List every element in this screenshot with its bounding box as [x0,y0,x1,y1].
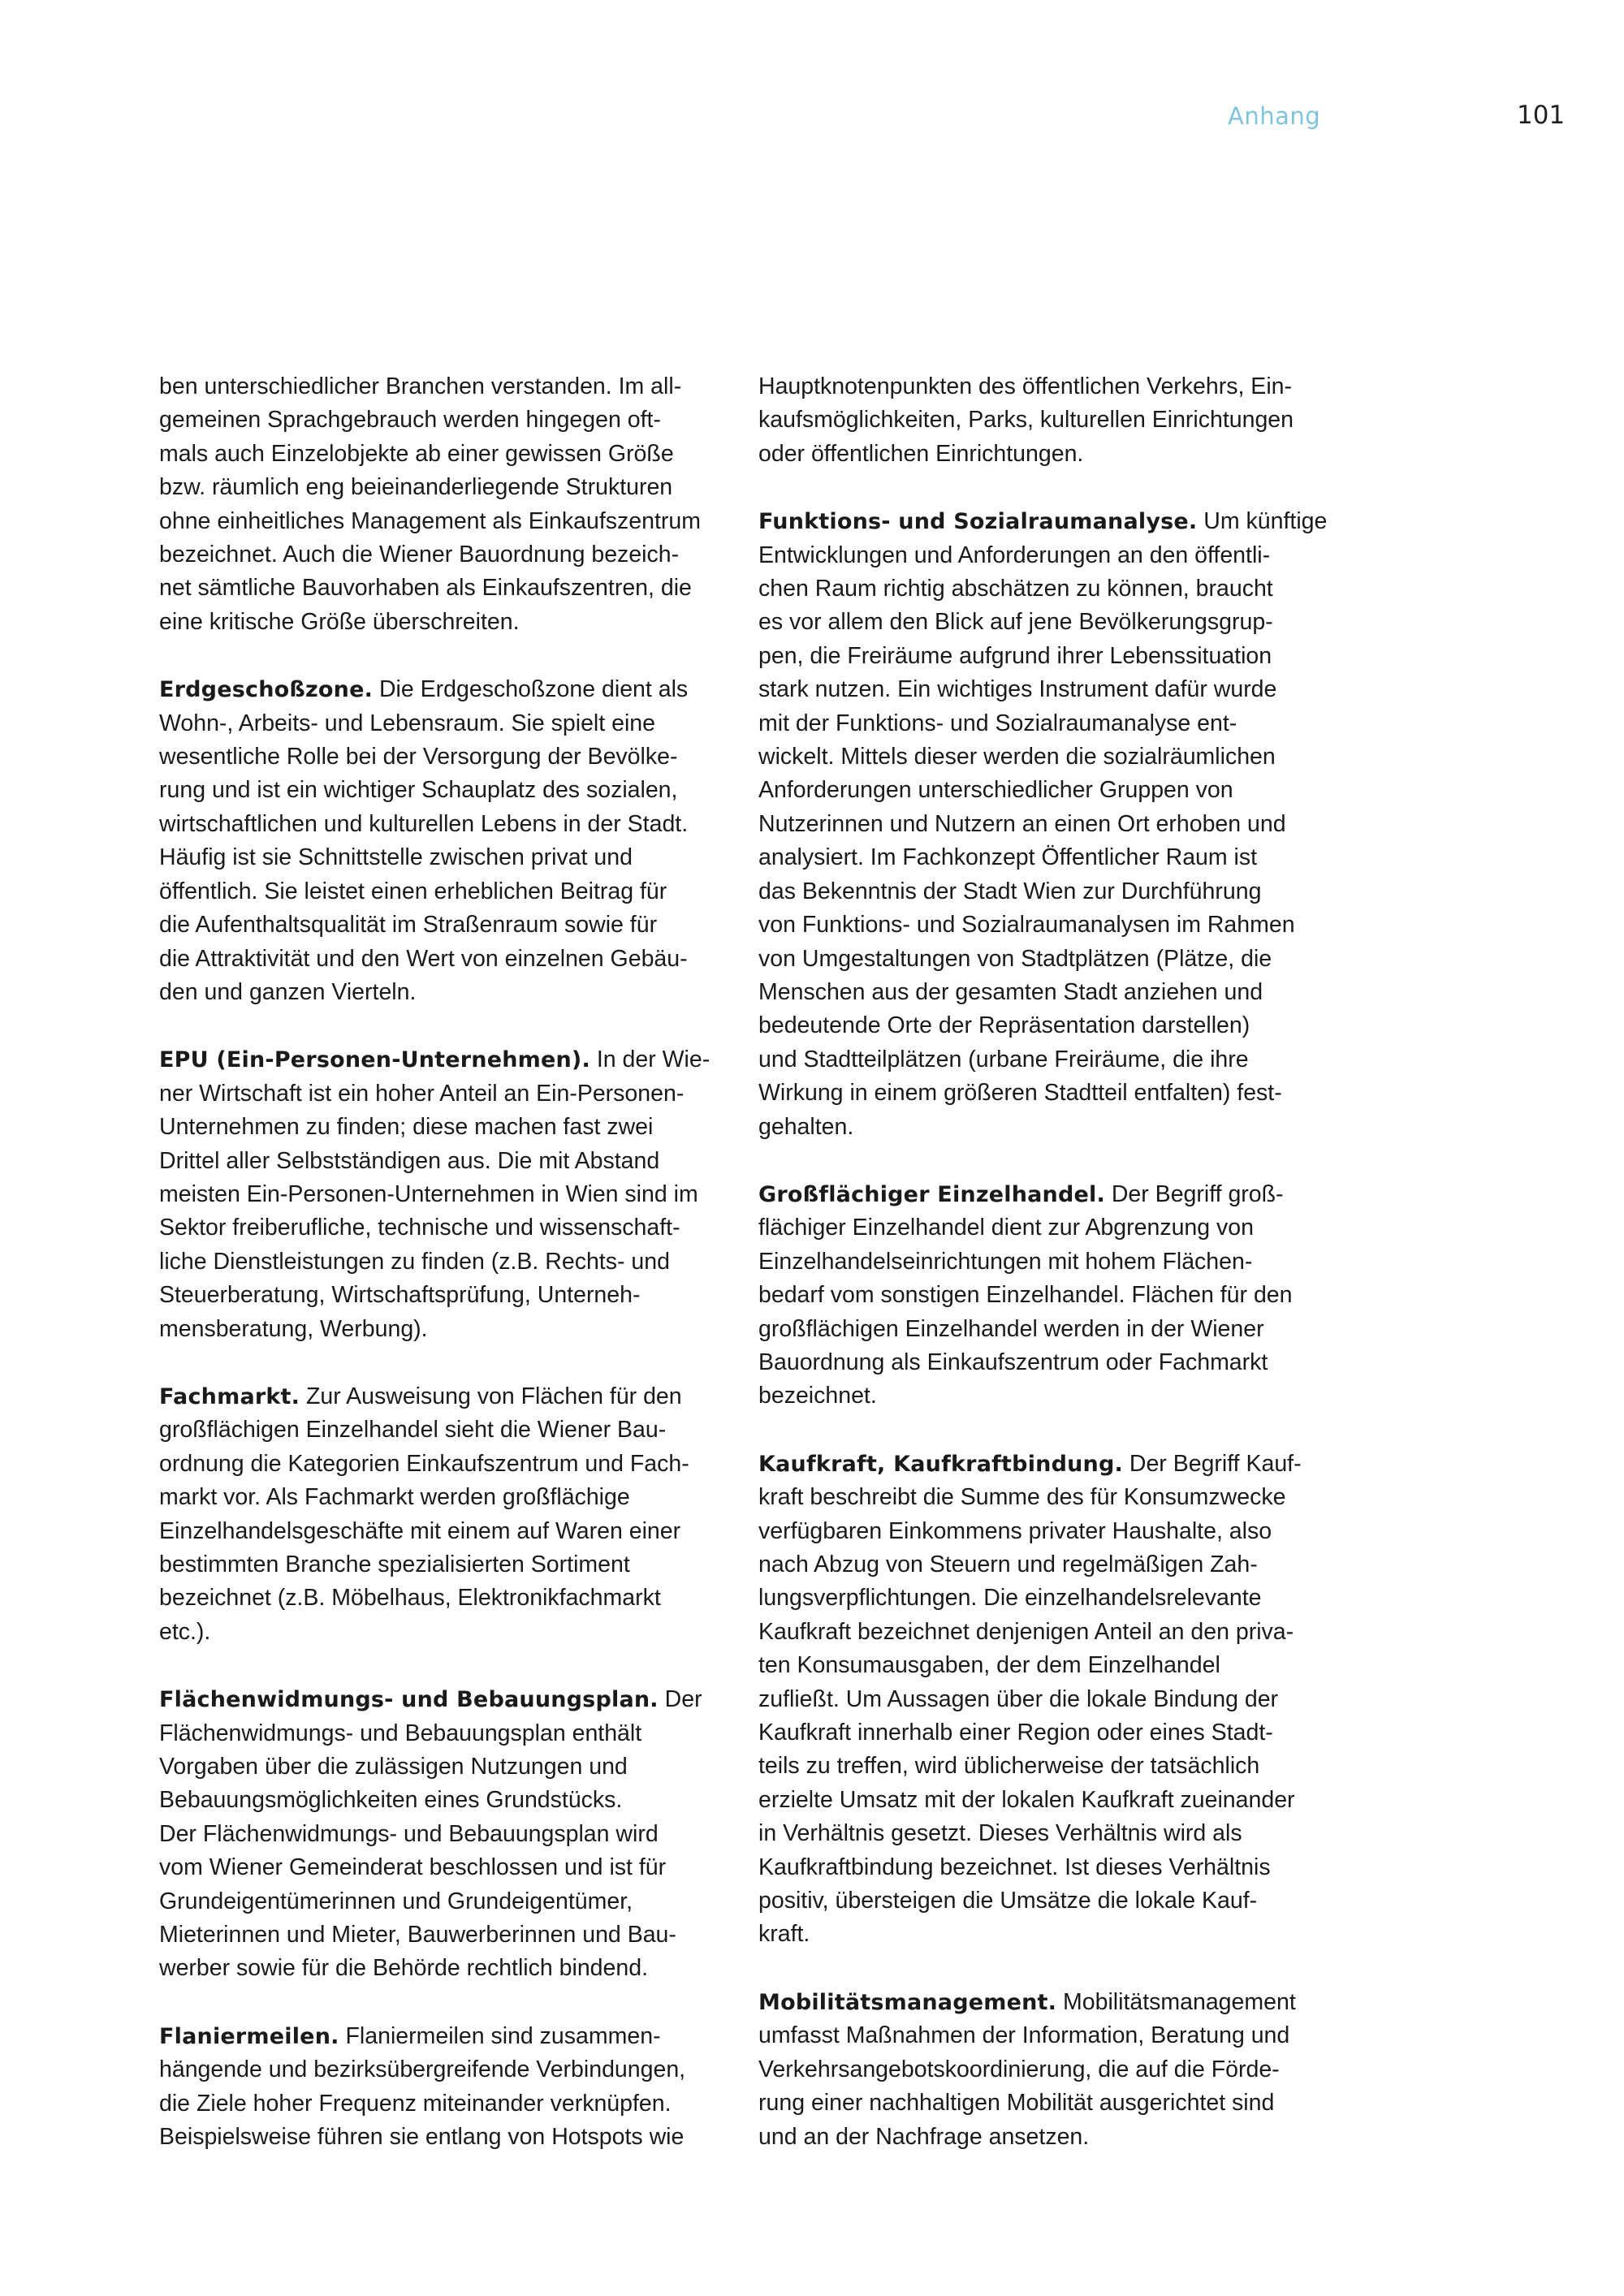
glossary-entry-sozialraumanalyse [758,505,1348,1144]
glossary-entry-erdgeschosszone [159,673,749,1009]
glossary-definition: Die Erdgeschoßzone dient als Wohn-, Arbeits- und Lebensraum. Sie spielt eine wesentliche Rolle bei der Versorgung der Bevölke- rung und ist ein wichtiger Schauplatz des sozialen, wirtschaftlichen und kulturellen Lebens in der Stadt. Häufig ist sie Schnittstelle zwischen privat und öffentlich. Sie leistet einen erheblichen Beitrag für die Aufenthaltsqualität im Straßenraum sowie für die Attraktivität und den Wert von einzelnen Gebäu- den und ganzen Vierteln. [159,676,689,1005]
glossary-term: Flächenwidmungs- und Bebauungsplan. [159,1687,659,1713]
glossary-definition: Der Flächenwidmungs- und Bebauungsplan enthält Vorgaben über die zulässigen Nutzungen und Bebauungsmöglichkeiten eines Grundstücks. Der Flächenwidmungs- und Bebauungsplan wird vom Wiener Gemeinderat beschlossen und ist für Grundeigentümerinnen und Grundeigentümer, Mieterinnen und Mieter, Bauwerberinnen und Bau- werber sowie für die Behörde rechtlich bindend. [159,1686,702,1982]
glossary-definition: Der Begriff groß- flächiger Einzelhandel dient zur Abgrenzung von Einzelhandelseinrichtungen mit hohem Flächen- bedarf vom sonstigen Einzelhandel. Flächen für den großflächigen Einzelhandel werden in der Wiener Bauordnung als Einkaufszentrum oder Fachmarkt bezeichnet. [758,1180,1293,1409]
glossary-term: Fachmarkt. [159,1383,300,1409]
running-header-section: Anhang [1228,102,1321,130]
continued-paragraph: ben unterschiedlicher Branchen verstanden. Im all- gemeinen Sprachgebrauch werden hingegen oft- mals auch Einzelobjekte ab einer gewissen Größe bzw. räumlich eng beieinanderliegende Strukturen ohne einheitliches Management als Einkaufszentrum bezeichnet. Auch die Wiener Bauordnung bezeich- net sämtliche Bauvorhaben als Einkaufszentren, die eine kritische Größe überschreiten. [159,373,701,635]
glossary-definition: Der Begriff Kauf- kraft beschreibt die Summe des für Konsumzwecke verfügbaren Einkommens privater Haushalte, also nach Abzug von Steuern und regelmäßigen Zah- lungsverpflichtungen. Die einzelhandelsrelevante Kaufkraft bezeichnet denjenigen Anteil an den priva- ten Konsumausgaben, der dem Einzelhandel zufließt. Um Aussagen über die lokale Bindung der Kaufkraft innerhalb einer Region oder eines Stadt- teils zu treffen, wird üblicherweise der tatsächlich erzielte Umsatz mit der lokalen Kaufkraft zueinander in Verhältnis gesetzt. Dieses Verhältnis wird als Kaufkraftbindung bezeichnet. Ist dieses Verhältnis positiv, übersteigen die Umsätze die lokale Kauf- kraft. [758,1450,1302,1948]
glossary-term: EPU (Ein-Personen-Unternehmen). [159,1047,590,1073]
glossary-definition: Mobilitätsmanagement umfasst Maßnahmen der Information, Beratung und Verkehrsangebotskoordinierung, die auf die Förde- rung einer nachhaltigen Mobilität ausgerichtet sind und an der Nachfrage ansetzen. [758,1988,1296,2150]
glossary-term: Funktions- und Sozialraumanalyse. [758,509,1198,535]
glossary-entry-fachmarkt [159,1380,749,1649]
glossary-definition: Um künftige Entwicklungen und Anforderungen an den öffentli- chen Raum richtig abschätzen zu können, braucht es vor allem den Blick auf jene Bevölkerungsgrup- pen, die Freiräume aufgrund ihrer Lebenssituation stark nutzen. Ein wichtiges Instrument dafür wurde mit der Funktions- und Sozialraumanalyse ent- wickelt. Mittels dieser werden die sozialräumlichen Anforderungen unterschiedlicher Gruppen von Nutzerinnen und Nutzern an einen Ort erhoben und analysiert. Im Fachkonzept Öffentlicher Raum ist das Bekenntnis der Stadt Wien zur Durchführung von Funktions- und Sozialraumanalysen im Rahmen von Umgestaltungen von Stadtplätzen (Plätze, die Menschen aus der gesamten Stadt anziehen und bedeutende Orte der Repräsentation darstellen) und Stadtteilplätzen (urbane Freiräume, die ihre Wirkung in einem größeren Stadtteil entfalten) fest- gehalten. [758,508,1328,1140]
glossary-definition: In der Wie- ner Wirtschaft ist ein hoher Anteil an Ein-Personen- Unternehmen zu finden; diese machen fast zwei Drittel aller Selbstständigen aus. Die mit Abstand meisten Ein-Personen-Unternehmen in Wien sind im Sektor freiberufliche, technische und wissenschaft- liche Dienstleistungen zu finden (z.B. Rechts- und Steuerberatung, Wirtschaftsprüfung, Unterneh- mensberatung, Werbung). [159,1047,710,1342]
glossary-term: Flaniermeilen. [159,2023,339,2049]
glossary-entry-flaniermeilen [159,2020,749,2155]
glossary-entry-kaufkraft [758,1448,1348,1952]
continued-paragraph: Hauptknotenpunkten des öffentlichen Verkehrs, Ein- kaufsmöglichkeiten, Parks, kulturellen Einrichtungen oder öffentlichen Einrichtungen. [758,373,1294,467]
right-column [758,370,1348,2188]
glossary-definition: Flaniermeilen sind zusammen- hängende und bezirksübergreifende Verbindungen, die Ziele hoher Frequenz miteinander verknüpfen. Beispielsweise führen sie entlang von Hotspots wie [159,2022,686,2151]
glossary-entry-epu [159,1043,749,1346]
glossary-entry-mobilitaetsmanagement [758,1986,1348,2154]
glossary-term: Erdgeschoßzone. [159,677,374,703]
glossary-entry-grossflaechiger-einzelhandel [758,1178,1348,1413]
glossary-entry-flaechenwidmungsplan [159,1683,749,1986]
left-column [159,370,749,2189]
glossary-term: Großflächiger Einzelhandel. [758,1181,1105,1207]
glossary-term: Mobilitätsmanagement. [758,1989,1057,2015]
page-number: 101 [1517,101,1566,130]
glossary-definition: Zur Ausweisung von Flächen für den großflächigen Einzelhandel sieht die Wiener Bau- ordnung die Kategorien Einkaufszentrum und Fach- markt vor. Als Fachmarkt werden großflächige Einzelhandelsgeschäfte mit einem auf Waren einer bestimmten Branche spezialisierten Sortiment bezeichnet (z.B. Möbelhaus, Elektronikfachmarkt etc.). [159,1383,689,1645]
glossary-term: Kaufkraft, Kaufkraftbindung. [758,1451,1123,1477]
